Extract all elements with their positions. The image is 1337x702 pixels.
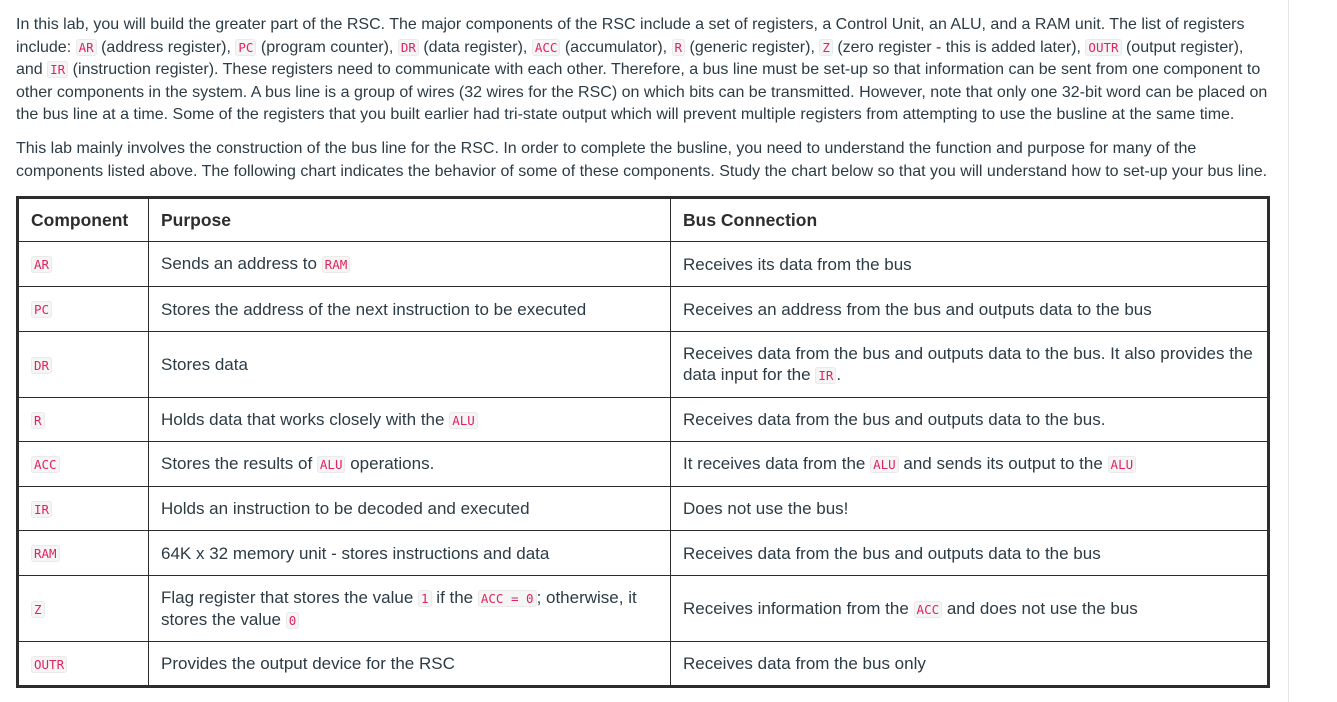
inline-code: IR xyxy=(815,367,836,384)
component-cell xyxy=(18,287,149,332)
text-run: (instruction register). These registers need to communicate with each other. Therefore, a bus line must be set-up so that information can be sent from one component to other components in the system. A bus line is a group of wires (32 wires for the RSC) on which bits can be transmitted. However, note that only one 32-bit word can be placed on the bus line at a time. Some of the registers that you built earlier had tri-state output which will prevent multiple registers from attempting to use the busline at the same time. xyxy=(16,61,1268,124)
component-cell xyxy=(18,487,149,531)
table-body xyxy=(18,242,1269,687)
text-run: . xyxy=(836,365,842,384)
component-table xyxy=(16,196,1270,688)
text-run: In this lab, you will build the greater part of the RSC. The major components of the RSC include a set of registers, a Control Unit, an ALU, and a RAM unit. The list of registers include: xyxy=(16,16,1245,56)
inline-code: RAM xyxy=(322,256,351,273)
intro-paragraph-2 xyxy=(16,138,1270,183)
table-row xyxy=(18,487,1269,531)
text-run: This lab mainly involves the construction of the bus line for the RSC. In order to complete the busline, you need to understand the function and purpose for many of the components listed above. The following chart indicates the behavior of some of these components. Study the chart below so that you will understand how to set-up your bus line. xyxy=(16,139,1268,180)
bus-connection-cell xyxy=(671,576,1269,642)
component-code: Z xyxy=(31,601,45,618)
text-run: Receives data from the bus only xyxy=(683,654,926,673)
text-run: Stores the address of the next instruction to be executed xyxy=(161,299,587,319)
text-run: Sends an address to xyxy=(161,254,322,273)
component-code: PC xyxy=(31,301,52,318)
bus-connection-cell xyxy=(671,642,1269,687)
bus-connection-cell xyxy=(671,332,1269,398)
table-header-row xyxy=(18,198,1269,242)
table-row xyxy=(18,531,1269,576)
bus-connection-cell xyxy=(671,287,1269,332)
text-run: if the xyxy=(431,587,478,607)
text-run: Receives an address from the bus and outputs data to the bus xyxy=(683,299,1152,319)
purpose-cell xyxy=(149,487,671,531)
text-run: Receives data from the bus and outputs data to the bus xyxy=(683,543,1101,563)
component-code: RAM xyxy=(31,545,60,562)
text-run: Flag register that stores the value xyxy=(161,587,419,607)
page-divider xyxy=(1288,0,1289,702)
bus-connection-cell xyxy=(671,487,1269,531)
header-component: Component xyxy=(18,198,149,242)
purpose-cell xyxy=(149,287,671,332)
text-run: (data register), xyxy=(418,38,532,56)
text-run: Receives data from the bus and outputs data to the bus. xyxy=(683,410,1106,429)
component-code: OUTR xyxy=(31,656,67,673)
text-run: Receives information from the xyxy=(683,598,914,618)
inline-code: ALU xyxy=(449,412,478,429)
purpose-cell xyxy=(149,442,671,487)
component-cell xyxy=(18,531,149,576)
purpose-cell xyxy=(149,642,671,687)
header-bus-connection: Bus Connection xyxy=(671,198,1269,242)
text-run: It receives data from the xyxy=(683,454,871,473)
text-run: (output register), and xyxy=(16,38,1244,79)
inline-code: DR xyxy=(398,39,419,56)
text-run: Does not use the bus! xyxy=(683,499,849,518)
inline-code: R xyxy=(672,39,686,56)
component-code: DR xyxy=(31,357,52,374)
text-run: Stores data xyxy=(161,355,248,374)
purpose-cell xyxy=(149,332,671,398)
text-run: Stores the results of xyxy=(161,454,317,473)
component-cell xyxy=(18,398,149,442)
lab-text xyxy=(16,14,1270,183)
bus-connection-cell xyxy=(671,242,1269,287)
inline-code: 1 xyxy=(418,590,432,607)
bus-connection-cell xyxy=(671,531,1269,576)
text-run: (generic register), xyxy=(685,38,820,56)
text-run: Provides the output device for the RSC xyxy=(161,654,455,673)
table-row xyxy=(18,576,1269,642)
component-cell xyxy=(18,242,149,287)
text-run: and sends its output to the xyxy=(898,454,1108,473)
inline-code: Z xyxy=(819,39,833,56)
inline-code: AR xyxy=(76,39,97,56)
component-cell xyxy=(18,576,149,642)
purpose-cell xyxy=(149,531,671,576)
purpose-cell xyxy=(149,398,671,442)
inline-code: ACC xyxy=(532,39,561,56)
inline-code: 0 xyxy=(286,612,300,629)
component-code: R xyxy=(31,412,45,429)
intro-paragraph-1 xyxy=(16,14,1270,127)
component-code: IR xyxy=(31,501,52,518)
inline-code: PC xyxy=(235,39,256,56)
inline-code: ACC = 0 xyxy=(478,590,537,607)
text-run: 64K x 32 memory unit - stores instructions and data xyxy=(161,543,550,563)
inline-code: ALU xyxy=(1108,456,1137,473)
header-purpose: Purpose xyxy=(149,198,671,242)
text-run: (accumulator), xyxy=(560,38,672,56)
table-row xyxy=(18,642,1269,687)
inline-code: OUTR xyxy=(1085,39,1121,56)
inline-code: ALU xyxy=(317,456,346,473)
text-run: (program counter), xyxy=(256,38,398,56)
text-run: ; otherwise, it stores the value xyxy=(161,587,637,629)
text-run: Holds an instruction to be decoded and executed xyxy=(161,499,530,518)
purpose-cell xyxy=(149,242,671,287)
inline-code: ALU xyxy=(870,456,899,473)
table-row xyxy=(18,242,1269,287)
table-row xyxy=(18,287,1269,332)
component-cell xyxy=(18,332,149,398)
component-cell xyxy=(18,642,149,687)
text-run: Receives its data from the bus xyxy=(683,254,912,274)
text-run: Holds data that works closely with the xyxy=(161,409,450,429)
text-run: (address register), xyxy=(96,38,236,56)
bus-connection-cell xyxy=(671,442,1269,487)
inline-code: IR xyxy=(47,61,68,78)
text-run: Receives data from the bus and outputs data to the bus. It also provides the data input for the xyxy=(683,344,1253,384)
component-code: ACC xyxy=(31,456,60,473)
text-run: (zero register - this is added later), xyxy=(832,38,1086,56)
table-row xyxy=(18,442,1269,487)
component-code: AR xyxy=(31,256,52,273)
bus-connection-cell xyxy=(671,398,1269,442)
purpose-cell xyxy=(149,576,671,642)
component-cell xyxy=(18,442,149,487)
text-run: and does not use the bus xyxy=(942,598,1138,618)
table-row xyxy=(18,332,1269,398)
inline-code: ACC xyxy=(914,601,943,618)
text-run: operations. xyxy=(345,454,435,473)
table-row xyxy=(18,398,1269,442)
